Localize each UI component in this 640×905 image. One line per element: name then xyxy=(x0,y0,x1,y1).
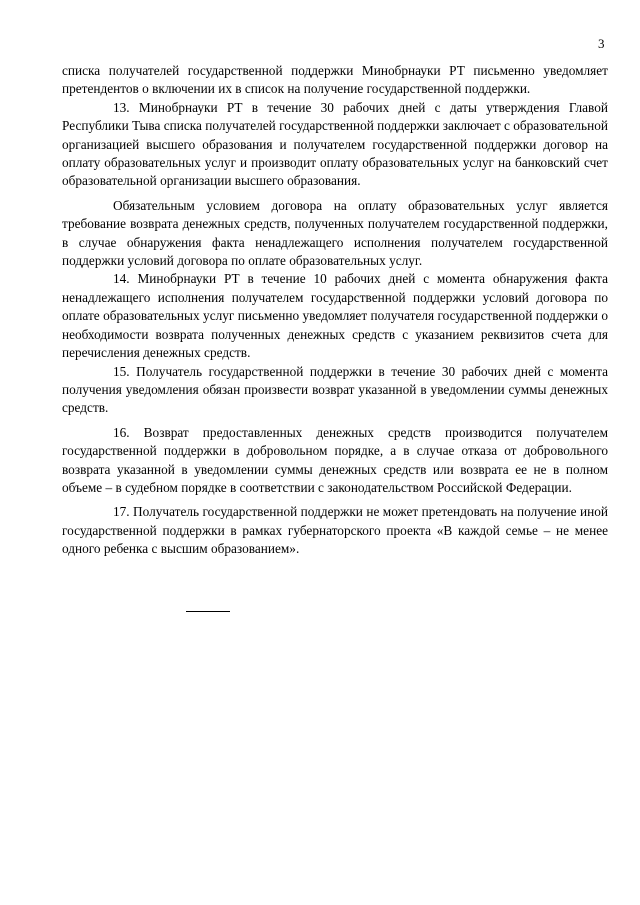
paragraph-13-condition: Обязательным условием договора на оплату образовательных услуг является требование возврата денежных средств, полученных получателем государственной поддержки, в случае обнаружения факта ненадлежащего исполнения получателем государственной поддержки условий договора по оплате образовательных услуг. xyxy=(62,197,608,269)
paragraph-13: 13. Минобрнауки РТ в течение 30 рабочих дней с даты утверждения Главой Республики Тыва списка получателей государственной поддержки заключает с образовательной организацией высшего образования и получателем государственной поддержки договор на оплату образовательных услуг и производит оплату образовательных услуг на банковский счет образовательной организации высшего образования. xyxy=(62,99,608,189)
paragraph-16: 16. Возврат предоставленных денежных средств производится получателем государственной поддержки в добровольном порядке, а в случае отказа от добровольного возврата указанной в уведомлении суммы денежных средств или возврата ее не в полном объеме – в судебном порядке в соответствии с законодательством Российской Федерации. xyxy=(62,424,608,495)
page-number: 3 xyxy=(598,36,605,51)
end-of-document-rule xyxy=(186,611,230,612)
paragraph-continuation: списка получателей государственной поддержки Минобрнауки РТ письменно уведомляет претендентов о включении их в список на получение государственной поддержки. xyxy=(62,63,608,97)
paragraph-14: 14. Минобрнауки РТ в течение 10 рабочих дней с момента обнаружения факта ненадлежащего исполнения получателем государственной поддержки условий договора по оплате образовательных услуг письменно уведомляет получателя государственной поддержки о необходимости возврата полученных денежных средств с указанием реквизитов счета для перечисления денежных средств. xyxy=(62,271,608,361)
paragraph-17: 17. Получатель государственной поддержки не может претендовать на получение иной государственной поддержки в рамках губернаторского проекта «В каждой семье – не менее одного ребенка с высшим образованием». xyxy=(62,504,608,557)
document-body xyxy=(62,62,608,559)
paragraph-15: 15. Получатель государственной поддержки в течение 30 рабочих дней с момента получения уведомления обязан произвести возврат указанной в уведомлении суммы денежных средств. xyxy=(62,363,608,416)
